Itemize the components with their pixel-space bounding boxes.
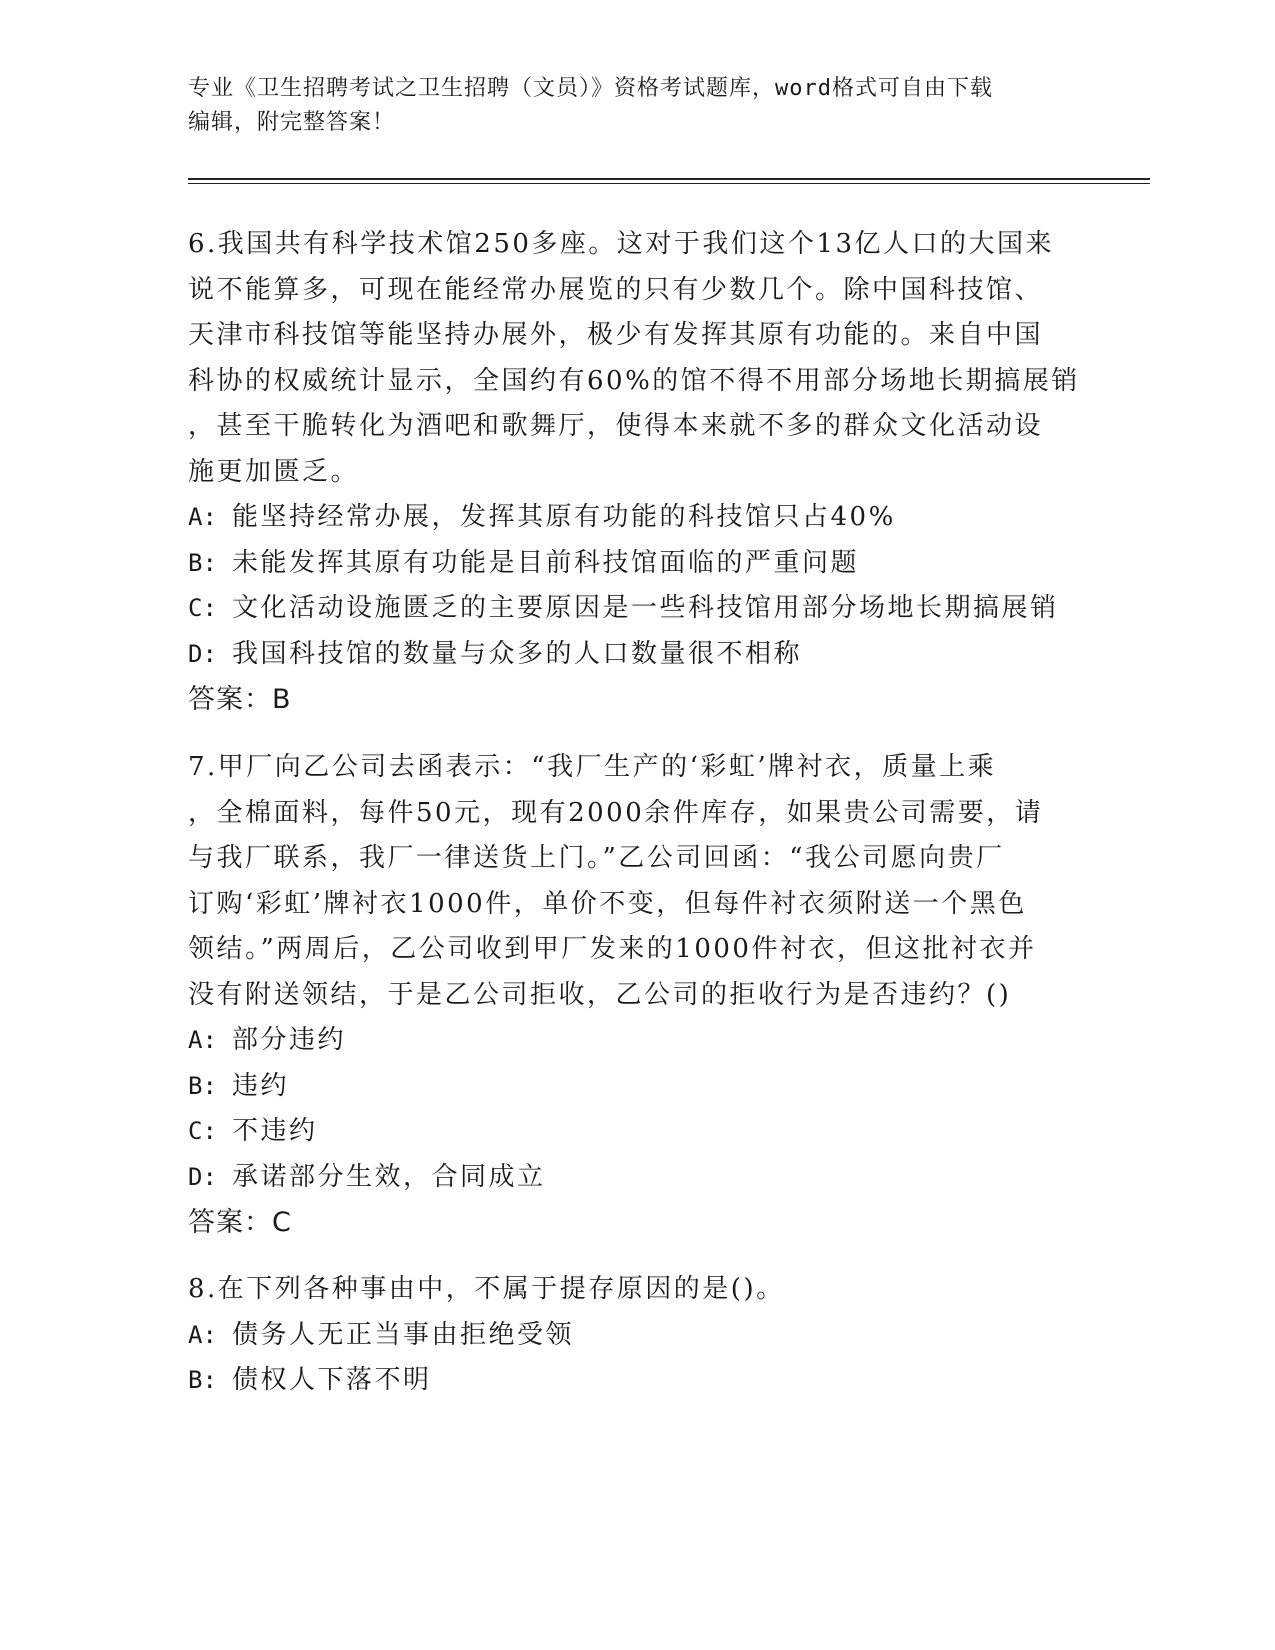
- answer-label: 答案：B: [188, 684, 292, 715]
- header-line-1: 专业《卫生招聘考试之卫生招聘（文员）》资格考试题库，word格式可自由下载: [188, 76, 993, 101]
- question-line: 没有附送领结，于是乙公司拒收，乙公司的拒收行为是否违约？(): [188, 979, 1012, 1010]
- question-line: 说不能算多，可现在能经常办展览的只有少数几个。除中国科技馆、: [188, 274, 1044, 305]
- question-line: ，甚至干脆转化为酒吧和歌舞厅，使得本来就不多的群众文化活动设: [188, 411, 1044, 441]
- question-line: 7.甲厂向乙公司去函表示：“我厂生产的‘彩虹’牌衬衣，质量上乘: [188, 752, 997, 782]
- question-line: 领结。”两周后，乙公司收到甲厂发来的1000件衬衣，但这批衬衣并: [188, 934, 1037, 964]
- question-line: 科协的权威统计显示，全国约有60%的馆不得不用部分场地长期搞展销: [188, 365, 1080, 396]
- option-d: [188, 632, 1088, 678]
- option-letter: B:: [188, 548, 217, 577]
- option-b: [188, 541, 1088, 587]
- option-letter: B:: [188, 1071, 217, 1100]
- option-c: [188, 586, 1088, 632]
- question-line: 天津市科技馆等能坚持办展外，极少有发挥其原有功能的。来自中国: [188, 320, 1044, 350]
- option-text: 未能发挥其原有功能是目前科技馆面临的严重问题: [232, 547, 860, 578]
- option-d: [188, 1155, 1088, 1201]
- option-b: [188, 1358, 1088, 1404]
- question-line: 施更加匮乏。: [188, 456, 360, 487]
- option-b: [188, 1064, 1088, 1110]
- header-divider-thick: [188, 178, 1150, 180]
- option-letter: B:: [188, 1366, 217, 1394]
- question-8: [188, 1267, 1088, 1404]
- option-a: [188, 1313, 1088, 1359]
- option-text: 违约: [232, 1070, 290, 1101]
- option-text: 债权人下落不明: [232, 1365, 432, 1395]
- option-a: [188, 495, 1088, 541]
- option-letter: C:: [188, 1117, 217, 1145]
- header-line-2: 编辑，附完整答案！: [188, 110, 396, 135]
- option-letter: D:: [188, 1162, 217, 1191]
- option-text: 部分违约: [232, 1025, 347, 1055]
- option-text: 能坚持经常办展，发挥其原有功能的科技馆只占40%: [232, 502, 896, 532]
- option-letter: A:: [188, 503, 217, 531]
- question-7: [188, 745, 1088, 1246]
- header-divider-thin: [188, 183, 1150, 184]
- option-text: 文化活动设施匮乏的主要原因是一些科技馆用部分场地长期搞展销: [232, 593, 1059, 623]
- option-letter: A:: [188, 1026, 217, 1054]
- option-text: 债务人无正当事由拒绝受领: [232, 1319, 575, 1350]
- option-text: 我国科技馆的数量与众多的人口数量很不相称: [232, 638, 803, 669]
- option-text: 不违约: [232, 1116, 318, 1146]
- question-line: 与我厂联系，我厂一律送货上门。”乙公司回函：“我公司愿向贵厂: [188, 843, 1005, 873]
- question-line: ，全棉面料，每件50元，现有2000余件库存，如果贵公司需要，请: [188, 797, 1044, 828]
- option-letter: D:: [188, 639, 217, 668]
- question-6: [188, 222, 1088, 723]
- option-letter: A:: [188, 1320, 217, 1349]
- question-line: 8.在下列各种事由中，不属于提存原因的是()。: [188, 1274, 785, 1304]
- option-c: [188, 1109, 1088, 1155]
- option-text: 承诺部分生效，合同成立: [232, 1161, 546, 1192]
- question-line: 订购‘彩虹’牌衬衣1000件，单价不变，但每件衬衣须附送一个黑色: [188, 888, 1027, 919]
- option-letter: C:: [188, 594, 217, 622]
- question-line: 6.我国共有科学技术馆250多座。这对于我们这个13亿人口的大国来: [188, 229, 1055, 259]
- answer-label: 答案：C: [188, 1207, 292, 1238]
- document-header: [188, 72, 1088, 140]
- option-a: [188, 1018, 1088, 1064]
